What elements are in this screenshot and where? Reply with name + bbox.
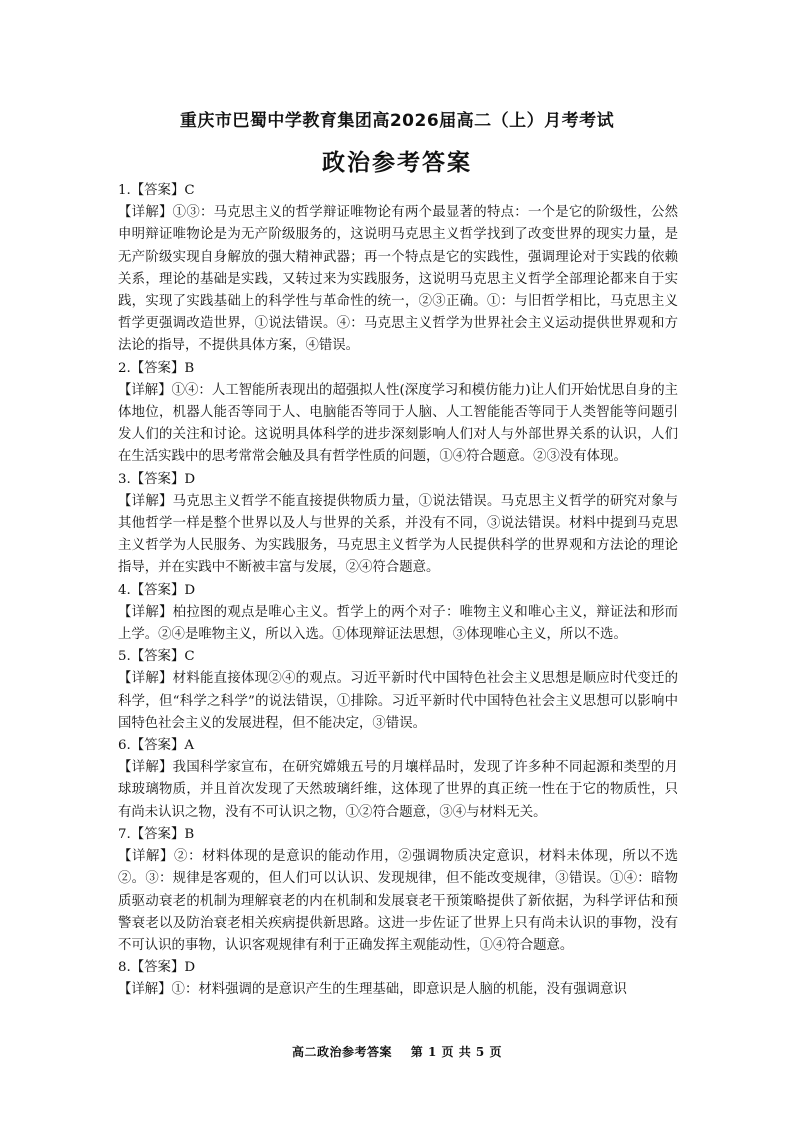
detail-paragraph: 【详解】①③：马克思主义的哲学辩证唯物论有两个最显著的特点：一个是它的阶级性，公然申明辩证唯物论是为无产阶级服务的，这说明马克思主义哲学找到了改变世界的现实力量，是无产阶级实现自身解放的强大精神武器；再一个特点是它的实践性，强调理论对于实践的依赖关系，理论的基础是实践，又转过来为实践服务，这说明马克思主义哲学全部理论都来自于实践，实现了实践基础上的科学性与革命性的统一，②③正确。①：与旧哲学相比，马克思主义哲学更强调改造世界，①说法错误。④：马克思主义哲学为世界社会主义运动提供世界观和方法论的指导，不提供具体方案，④错误。 <box>118 205 678 354</box>
answer-line: 4.【答案】D <box>118 582 196 598</box>
detail-paragraph: 【详解】马克思主义哲学不能直接提供物质力量，①说法错误。马克思主义哲学的研究对象与其他哲学一样是整个世界以及人与世界的关系，并没有不同，③说法错误。材料中提到马克思主义哲学为人民服务、为实践服务，马克思主义哲学为人民提供科学的世界观和方法论的理论指导，并在实践中不断被丰富与发展，②④符合题意。 <box>118 493 678 576</box>
answer-content <box>118 180 678 1002</box>
question-block <box>118 646 678 735</box>
question-block <box>118 957 678 1001</box>
document-subtitle: 政治参考答案 <box>322 150 472 176</box>
question-block <box>118 580 678 647</box>
footer-page-suffix: 页 <box>489 1045 502 1059</box>
answer-line: 7.【答案】B <box>118 826 195 842</box>
answer-line: 5.【答案】C <box>118 649 195 665</box>
detail-paragraph: 【详解】①：材料强调的是意识产生的生理基础，即意识是人脑的机能，没有强调意识 <box>118 982 627 998</box>
footer-label: 高二政治参考答案 <box>292 1045 393 1059</box>
footer-page-prefix: 第 <box>410 1045 424 1059</box>
detail-paragraph: 【详解】材料能直接体现②④的观点。习近平新时代中国特色社会主义思想是顺应时代变迁的科学，但“科学之科学”的说法错误，①排除。习近平新时代中国特色社会主义思想可以影响中国特色社会主义的发展进程，但不能决定，③错误。 <box>118 671 678 731</box>
question-block <box>118 824 678 957</box>
question-block <box>118 735 678 824</box>
page-footer <box>0 1043 794 1060</box>
answer-line: 2.【答案】B <box>118 360 195 376</box>
detail-paragraph: 【详解】柏拉图的观点是唯心主义。哲学上的两个对子：唯物主义和唯心主义，辩证法和形而上学。②④是唯物主义，所以入选。①体现辩证法思想，③体现唯心主义，所以不选。 <box>118 604 678 643</box>
detail-paragraph: 【详解】①④：人工智能所表现出的超强拟人性(深度学习和模仿能力)让人们开始忧思自身的主体地位，机器人能否等同于人、电脑能否等同于人脑、人工智能能否等同于人类智能等问题引发人们的关注和讨论。这说明具体科学的进步深刻影响人们对人与外部世界关系的认识，人们在生活实践中的思考常常会触及具有哲学性质的问题，①④符合题意。②③没有体现。 <box>118 382 678 465</box>
question-block <box>118 469 678 580</box>
question-block <box>118 180 678 358</box>
answer-line: 3.【答案】D <box>118 471 196 487</box>
footer-page-mid: 页 共 <box>441 1045 472 1059</box>
exam-title: 重庆市巴蜀中学教育集团高2026届高二（上）月考考试 <box>179 111 615 131</box>
detail-paragraph: 【详解】我国科学家宣布，在研究嫦娥五号的月壤样品时，发现了许多种不同起源和类型的月球玻璃物质，并且首次发现了天然玻璃纤维，这体现了世界的真正统一性在于它的物质性，只有尚未认识之物，没有不可认识之物，①②符合题意，③④与材料无关。 <box>118 760 678 820</box>
question-block <box>118 358 678 469</box>
footer-page-number: 1 <box>427 1045 437 1059</box>
answer-line: 6.【答案】A <box>118 738 195 754</box>
answer-line: 8.【答案】D <box>118 960 196 976</box>
detail-paragraph: 【详解】②：材料体现的是意识的能动作用，②强调物质决定意识，材料未体现，所以不选②。③：规律是客观的，但人们可以认识、发现规律，但不能改变规律，③错误。①④：暗物质驱动衰老的机制为理解衰老的内在机制和发展衰老干预策略提供了新依据，为科学评估和预警衰老以及防治衰老相关疾病提供新思路。这进一步佐证了世界上只有尚未认识的事物，没有不可认识的事物，认识客观规律有利于正确发挥主观能动性，①④符合题意。 <box>118 849 678 953</box>
footer-total-pages: 5 <box>475 1045 485 1059</box>
answer-line: 1.【答案】C <box>118 183 195 198</box>
